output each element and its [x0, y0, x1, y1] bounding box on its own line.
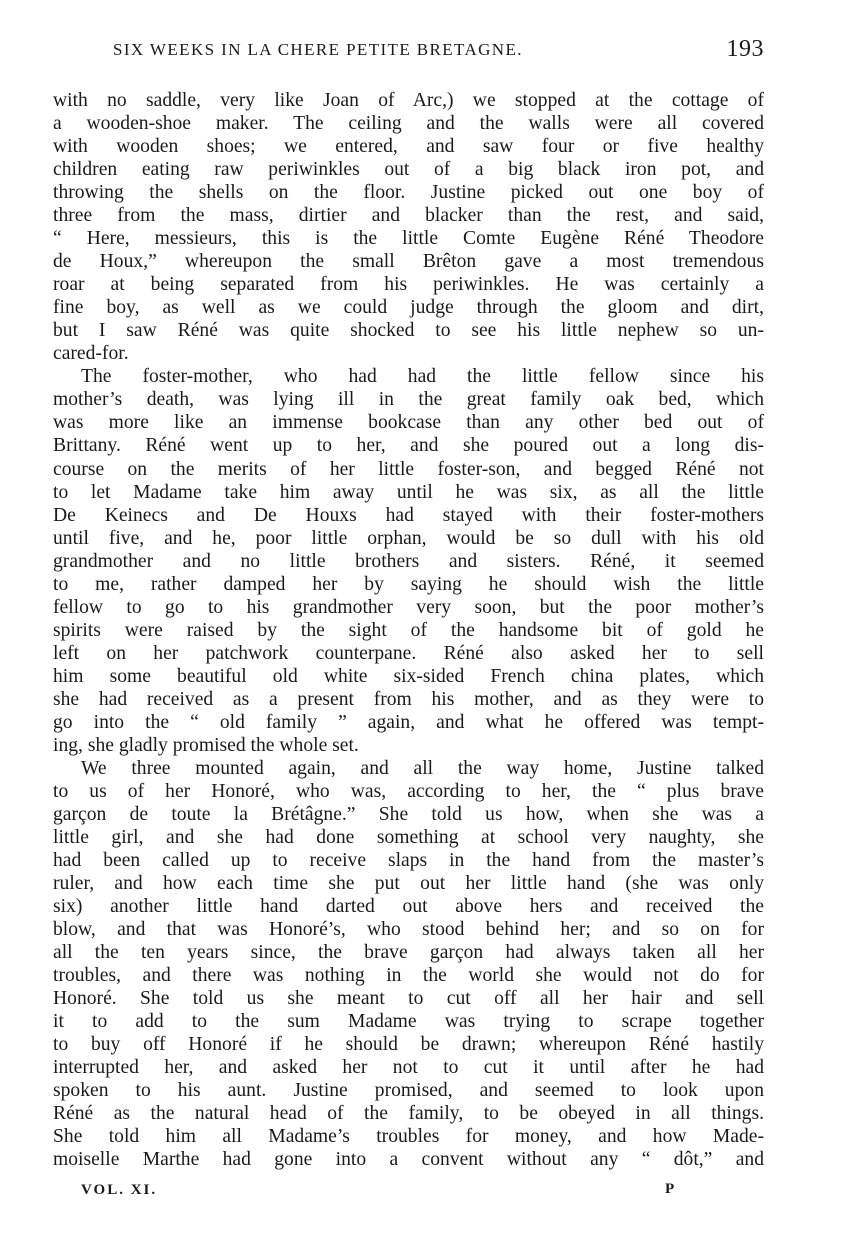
text-line: Brittany. Réné went up to her, and she poured out a long dis- [53, 435, 764, 457]
text-line: left on her patchwork counterpane. Réné also asked her to sell [53, 642, 764, 664]
text-line: “ Here, messieurs, this is the little Comte Eugène Réné Theodore [53, 228, 764, 250]
text-line: grandmother and no little brothers and sisters. Réné, it seemed [53, 550, 764, 572]
text-line: fellow to go to his grandmother very soon, but the poor mother’s [53, 596, 764, 618]
body-text [53, 89, 764, 1171]
text-line: The foster-mother, who had had the little fellow since his [81, 366, 764, 388]
text-line: with wooden shoes; we entered, and saw four or five healthy [53, 136, 764, 158]
text-line: had been called up to receive slaps in the hand from the master’s [53, 850, 764, 872]
text-line: Honoré. She told us she meant to cut off all her hair and sell [53, 988, 764, 1010]
text-line: with no saddle, very like Joan of Arc,) we stopped at the cottage of [53, 90, 764, 111]
text-line: blow, and that was Honoré’s, who stood behind her; and so on for [53, 919, 764, 941]
text-line: him some beautiful old white six-sided French china plates, which [53, 665, 764, 687]
text-line: cared-for. [53, 343, 129, 365]
text-line: all the ten years since, the brave garçon had always taken all her [53, 942, 764, 964]
text-line: troubles, and there was nothing in the world she would not do for [53, 965, 764, 987]
text-line: to us of her Honoré, who was, according to her, the “ plus brave [53, 780, 764, 802]
text-line: to buy off Honoré if he should be drawn; whereupon Réné hastily [53, 1034, 764, 1056]
running-title: SIX WEEKS IN LA CHERE PETITE BRETAGNE. [113, 40, 523, 59]
gathering-signature: P [665, 1181, 675, 1197]
text-line: throwing the shells on the floor. Justine picked out one boy of [53, 182, 764, 204]
running-head [53, 36, 764, 66]
text-line: but I saw Réné was quite shocked to see his little nephew so un- [53, 320, 764, 342]
text-line: to me, rather damped her by saying he should wish the little [53, 573, 764, 595]
text-line: interrupted her, and asked her not to cut it until after he had [53, 1057, 764, 1079]
text-line: Réné as the natural head of the family, to be obeyed in all things. [53, 1103, 764, 1125]
text-line: until five, and he, poor little orphan, would be so dull with his old [53, 527, 764, 549]
text-line: We three mounted again, and all the way home, Justine talked [81, 757, 764, 779]
book-page [53, 0, 764, 1235]
page-number: 193 [726, 36, 764, 62]
text-line: six) another little hand darted out above hers and received the [53, 896, 764, 918]
text-line: go into the “ old family ” again, and what he offered was tempt- [53, 711, 764, 733]
text-line: it to add to the sum Madame was trying to scrape together [53, 1011, 764, 1033]
text-line: course on the merits of her little foster-son, and begged Réné not [53, 458, 764, 480]
text-line: a wooden-shoe maker. The ceiling and the walls were all covered [53, 113, 764, 135]
volume-signature: VOL. XI. [81, 1182, 158, 1198]
text-line: De Keinecs and De Houxs had stayed with their foster-mothers [53, 504, 764, 526]
text-line: to let Madame take him away until he was six, as all the little [53, 481, 764, 503]
text-line: three from the mass, dirtier and blacker than the rest, and said, [53, 205, 764, 227]
text-line: spirits were raised by the sight of the handsome bit of gold he [53, 619, 764, 641]
text-line: moiselle Marthe had gone into a convent without any “ dôt,” and [53, 1149, 764, 1171]
text-line: little girl, and she had done something at school very naughty, she [53, 827, 764, 848]
text-line: de Houx,” whereupon the small Brêton gave a most tremendous [53, 251, 764, 273]
text-line: garçon de toute la Brétâgne.” She told us how, when she was a [53, 803, 764, 825]
text-line: children eating raw periwinkles out of a big black iron pot, and [53, 159, 764, 181]
text-line: mother’s death, was lying ill in the great family oak bed, which [53, 389, 764, 411]
text-line: roar at being separated from his periwinkles. He was certainly a [53, 274, 764, 296]
text-line: spoken to his aunt. Justine promised, and seemed to look upon [53, 1080, 764, 1102]
text-line: ing, she gladly promised the whole set. [53, 734, 359, 756]
text-line: was more like an immense bookcase than any other bed out of [53, 412, 764, 434]
text-line: fine boy, as well as we could judge through the gloom and dirt, [53, 297, 764, 319]
text-line: She told him all Madame’s troubles for money, and how Made- [53, 1126, 764, 1148]
text-line: ruler, and how each time she put out her little hand (she was only [53, 873, 764, 895]
text-line: she had received as a present from his mother, and as they were to [53, 688, 764, 710]
